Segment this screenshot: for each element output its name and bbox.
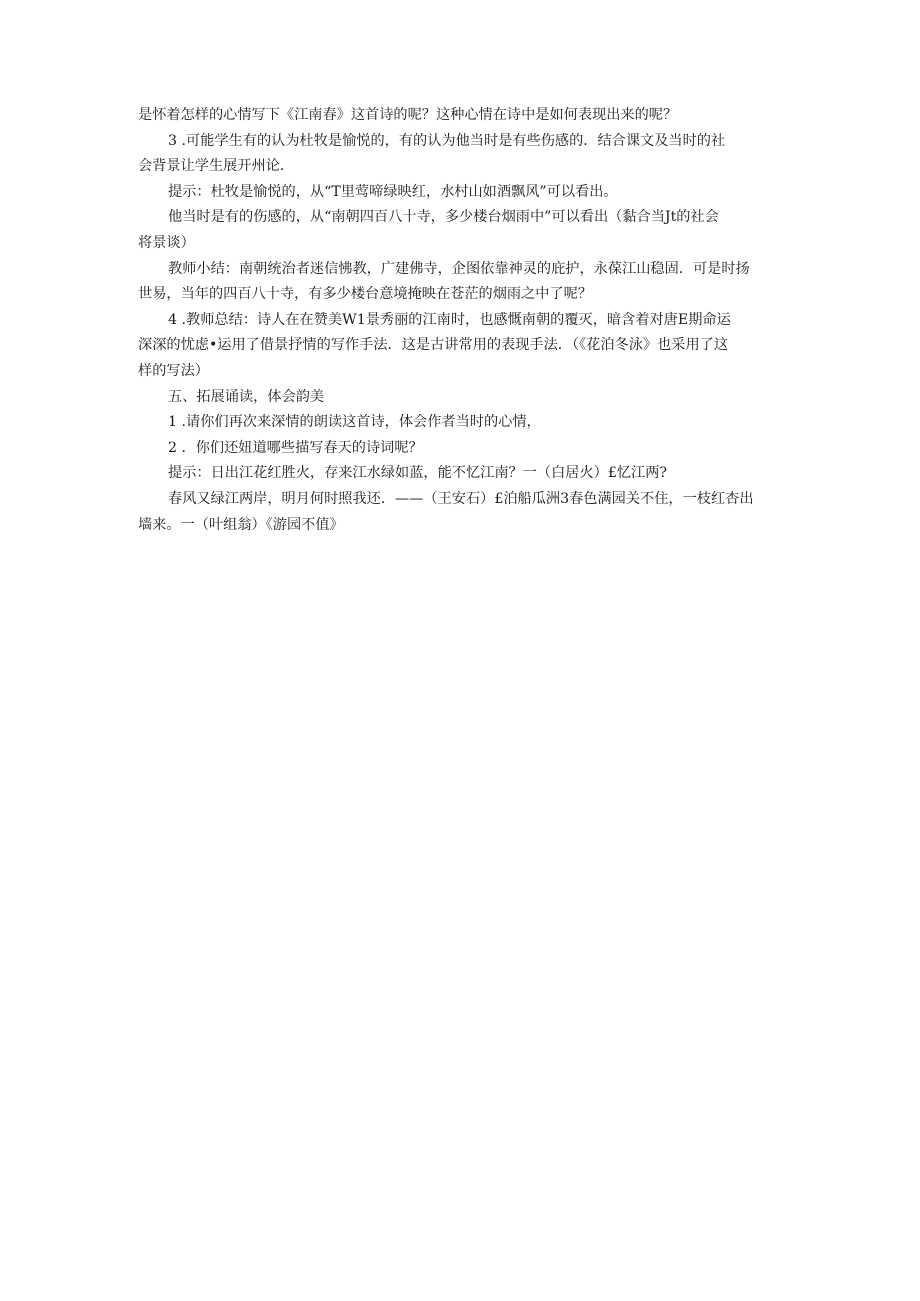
text-line-14: 2 ．你们还妞道哪些描写春天的诗词呢？ <box>168 439 423 456</box>
text-line-2: 3 .可能学生有的认为杜牧是愉悦的，有的认为他当时是有些伤感的．结合课文及当时的社 <box>168 132 726 149</box>
text-line-10: 深深的忧虑•运用了借景抒情的写作手法．这是古讲常用的表现手法．（《花泊冬泳》也采用了这 <box>138 337 729 354</box>
document-body <box>138 103 783 538</box>
text-line-3: 会背景让学生展开州论. <box>138 158 285 175</box>
text-line-13: 1 .请你们再次来深情的朗读这首诗，体会作者当时的心情， <box>168 414 541 431</box>
text-line-5: 他当时是有的伤感的，从“南朝四百八十寺，多少楼台烟雨中”可以看出（黏合当Jt的社会 <box>168 209 719 226</box>
text-line-1: 是怀着怎样的心情写下《江南春》这首诗的呢？这种心情在诗中是如何表现出来的呢？ <box>138 107 678 123</box>
text-line-8: 世易，当年的四百八十寺，有多少楼台意境掩映在苍茫的烟雨之中了呢？ <box>138 286 593 303</box>
text-line-17: 墙来。一（叶组翁）《游园不值》 <box>138 516 344 533</box>
text-line-15: 提示：日出江花红胜火，存来江水绿如蓝，能不忆江南？一（白居火）£忆江两? <box>168 465 668 482</box>
text-line-16: 春风又绿江两岸，明月何时照我还．——（王安石）£泊船瓜洲3春色满园关不住，一枝红杏出 <box>168 490 754 507</box>
section-heading: 五、拓展诵读，体会韵美 <box>168 388 325 405</box>
text-line-9: 4 .教师总结：诗人在在赞美W1景秀丽的江南时，也感慨南朝的覆灭，暗含着对唐E期命运 <box>168 311 731 328</box>
text-line-4: 提示：杜牧是愉悦的，从“T里莺啼绿映红，水村山如酒飘风”可以看出。 <box>168 183 618 200</box>
text-line-7: 教师小结：南朝统治者迷信怫教，广建佛寺，企图依靠神灵的庇护，永葆江山稳固．可是时扬 <box>168 260 750 277</box>
text-line-6: 将景谈） <box>138 234 195 251</box>
text-line-11: 样的写法） <box>138 362 209 379</box>
